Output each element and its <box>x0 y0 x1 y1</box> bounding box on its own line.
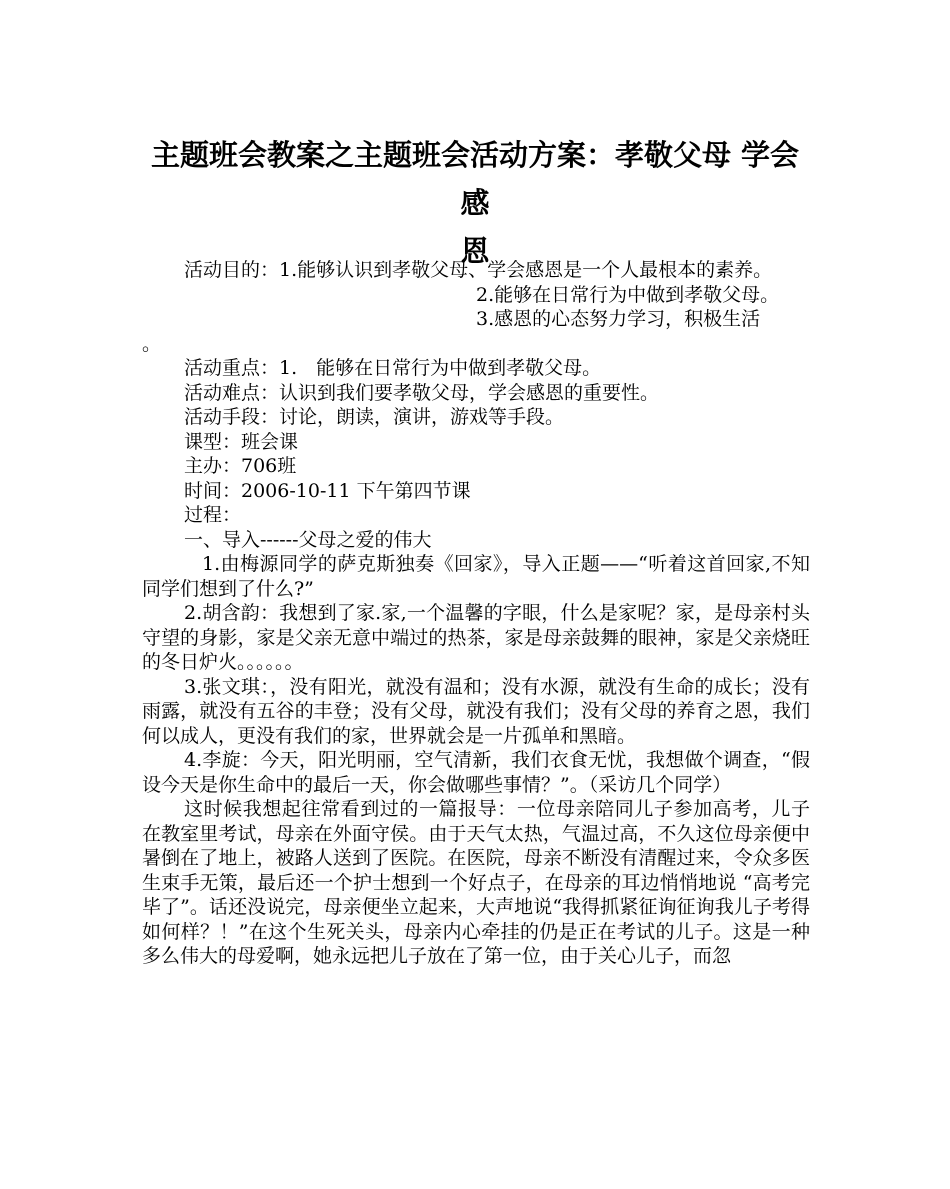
document-body <box>142 258 810 969</box>
paragraph-item-4: 4.李旋：今天，阳光明丽，空气清新，我们衣食无忧，我想做个调查，“假设今天是你生命中的最后一天，你会做哪些事情？”。（采访几个同学） <box>142 749 810 796</box>
paragraph-item-3: 3.张文琪：，没有阳光，就没有温和；没有水源，就没有生命的成长；没有雨露，就没有五谷的丰登；没有父母，就没有我们；没有父母的养育之恩，我们何以成人，更没有我们的家，世界就会是一片孤单和黑暗。 <box>142 675 810 747</box>
paragraph-section-1: 一、导入------父母之爱的伟大 <box>184 528 432 551</box>
paragraph-period: 。 <box>142 332 162 355</box>
paragraph-purpose-3: 3.感恩的心态努力学习，积极生活 <box>476 308 761 330</box>
paragraph-time: 时间：2006-10-11 下午第四节课 <box>184 479 471 502</box>
paragraph-key-point: 活动重点：1. 能够在日常行为中做到孝敬父母。 <box>184 357 602 379</box>
paragraph-means: 活动手段：讨论，朗读，演讲，游戏等手段。 <box>184 406 565 428</box>
paragraph-process: 过程： <box>184 504 242 526</box>
paragraph-item-2: 2.胡含韵：我想到了家.家,一个温馨的字眼，什么是家呢？家，是母亲村头守望的身影，家是父亲无意中端过的热茶，家是母亲鼓舞的眼神，家是父亲烧旺的冬日炉火。。。。。。 <box>142 602 810 673</box>
document-title <box>140 131 810 275</box>
paragraph-difficulty: 活动难点：认识到我们要孝敬父母，学会感恩的重要性。 <box>184 381 660 404</box>
title-line-1: 主题班会教案之主题班会活动方案：孝敬父母 学会感 <box>150 138 800 220</box>
title-line-2: 恩 <box>460 234 490 268</box>
paragraph-purpose: 活动目的：1.能够认识到孝敬父母、学会感恩是一个人最根本的素养。 <box>184 259 773 281</box>
paragraph-story: 这时候我想起往常看到过的一篇报导：一位母亲陪同儿子参加高考，儿子在教室里考试，母亲在外面守侯。由于天气太热，气温过高，不久这位母亲便中暑倒在了地上，被路人送到了医院。在医院，母亲不断没有清醒过来，令众多医生束手无策，最后还一个护士想到一个好点子，在母亲的耳边悄悄地说 “高考完毕了”。话还没说完，母亲便坐立起来，大声地说“我得抓紧征询征询我儿子考得如何样？！”在这个生死关头，母亲内心牵挂的仍是正在考试的儿子。这是一种多么伟大的母爱啊，她永远把儿子放在了第一位，由于关心儿子，而忽 <box>142 798 810 967</box>
paragraph-item-1: 1.由梅源同学的萨克斯独奏《回家》，导入正题——“听着这首回家,不知同学们想到了什么?” <box>142 553 810 600</box>
paragraph-host: 主办：706班 <box>184 455 297 477</box>
paragraph-purpose-2: 2.能够在日常行为中做到孝敬父母。 <box>476 283 780 306</box>
paragraph-lesson-type: 课型：班会课 <box>184 430 299 453</box>
